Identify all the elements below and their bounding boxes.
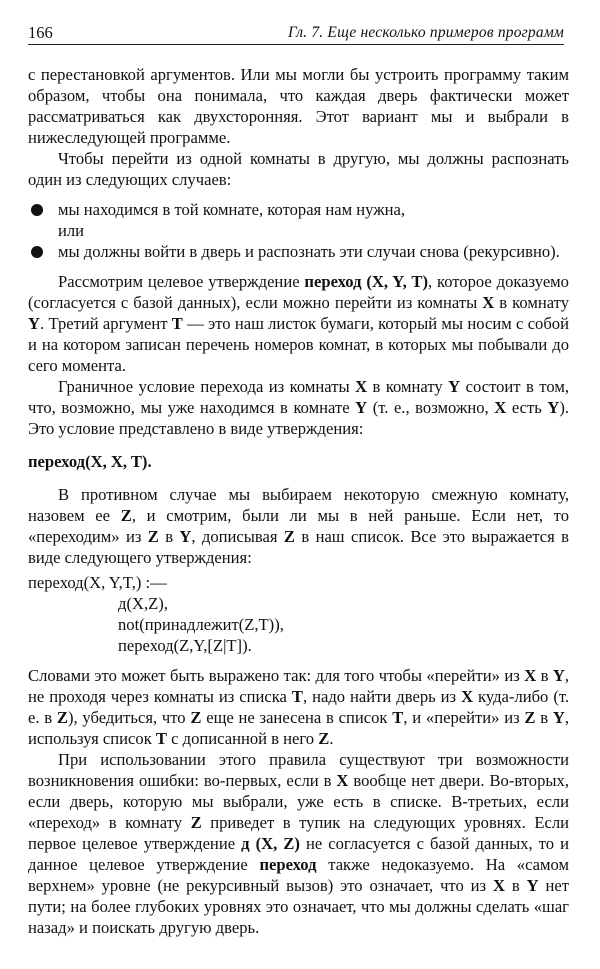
- paragraph-recursive-case: В противном случае мы выбираем некоторую смежную комнату, назовем ее Z, и смотрим, были ли мы в ней раньше. Если нет, то «переходим» из Z в Y, дописывая Z в наш список. Все это выражается в виде следующего утверждения:: [28, 485, 570, 567]
- case-item: [28, 199, 569, 220]
- paragraph-explanation: Словами это может быть выражено так: для того чтобы «перейти» из X в Y, не проходя через комнаты из списка T, надо найти дверь из X куда-либо (т. е. в Z), убедиться, что Z еще не занесена в список T, и «перейти» из Z в Y, используя список T с дописанной в него Z.: [28, 666, 570, 748]
- case-text: мы находимся в той комнате, которая нам нужна,: [58, 200, 406, 219]
- code-line: not(принадлежит(Z,T)),: [118, 615, 284, 634]
- paragraph-goal-statement: Рассмотрим целевое утверждение переход (X, Y, T), которое доказуемо (согласуется с базой данных), если можно перейти из комнаты X в комнату Y. Третий аргумент T — это наш листок бумаги, который мы носим с собой и на котором записан перечень номеров комнат, в которых мы побывали до сего момента.: [28, 272, 569, 375]
- formula-base-case: переход(X, X, T).: [28, 452, 152, 471]
- bullet-icon: [31, 246, 43, 258]
- case-text: мы должны войти в дверь и распознать эти случаи снова (рекурсивно).: [58, 242, 560, 261]
- page-header: [28, 22, 564, 45]
- case-list: [28, 199, 569, 262]
- case-item: [28, 241, 569, 262]
- code-line: переход(X, Y,T,) :—: [28, 573, 167, 592]
- page-number: 166: [28, 23, 53, 42]
- page-body: [28, 64, 569, 938]
- code-line: переход(Z,Y,[Z|T]).: [118, 636, 252, 655]
- running-title: Гл. 7. Еще несколько примеров программ: [288, 24, 564, 41]
- bullet-icon: [31, 204, 43, 216]
- paragraph-errors: При использовании этого правила существуют три возможности возникновения ошибки: во-первых, если в X вообще нет двери. Во-вторых, если дверь, которую мы выбрали, уже есть в списке. В-третьих, если «переход» в комнату Z приведет в тупик на следующих уровнях. Если первое целевое утверждение д (X, Z) не согласуется с базой данных, то и данное целевое утверждение переход также недоказуемо. На «самом верхнем» уровне (не рекурсивный вызов) это означает, что из X в Y нет пути; на более глубоких уровнях это означает, что мы должны сделать «шаг назад» и поискать другую дверь.: [28, 750, 570, 937]
- paragraph-boundary-condition: Граничное условие перехода из комнаты X в комнату Y состоит в том, что, возможно, мы уже находимся в комнате Y (т. е., возможно, X есть Y). Это условие представлено в виде утверждения:: [28, 377, 570, 438]
- or-word: или: [58, 221, 85, 240]
- code-block: [28, 572, 569, 656]
- paragraph-continuation: с перестановкой аргументов. Или мы могли бы устроить программу таким образом, чтобы она понимала, что каждая дверь фактически может рассматриваться как двухсторонняя. Этот вариант мы и выбрали в нижеследующей программе.: [28, 65, 569, 147]
- code-line: д(X,Z),: [118, 594, 168, 613]
- paragraph-cases-intro: Чтобы перейти из одной комнаты в другую, мы должны распознать один из следующих случаев:: [28, 149, 569, 189]
